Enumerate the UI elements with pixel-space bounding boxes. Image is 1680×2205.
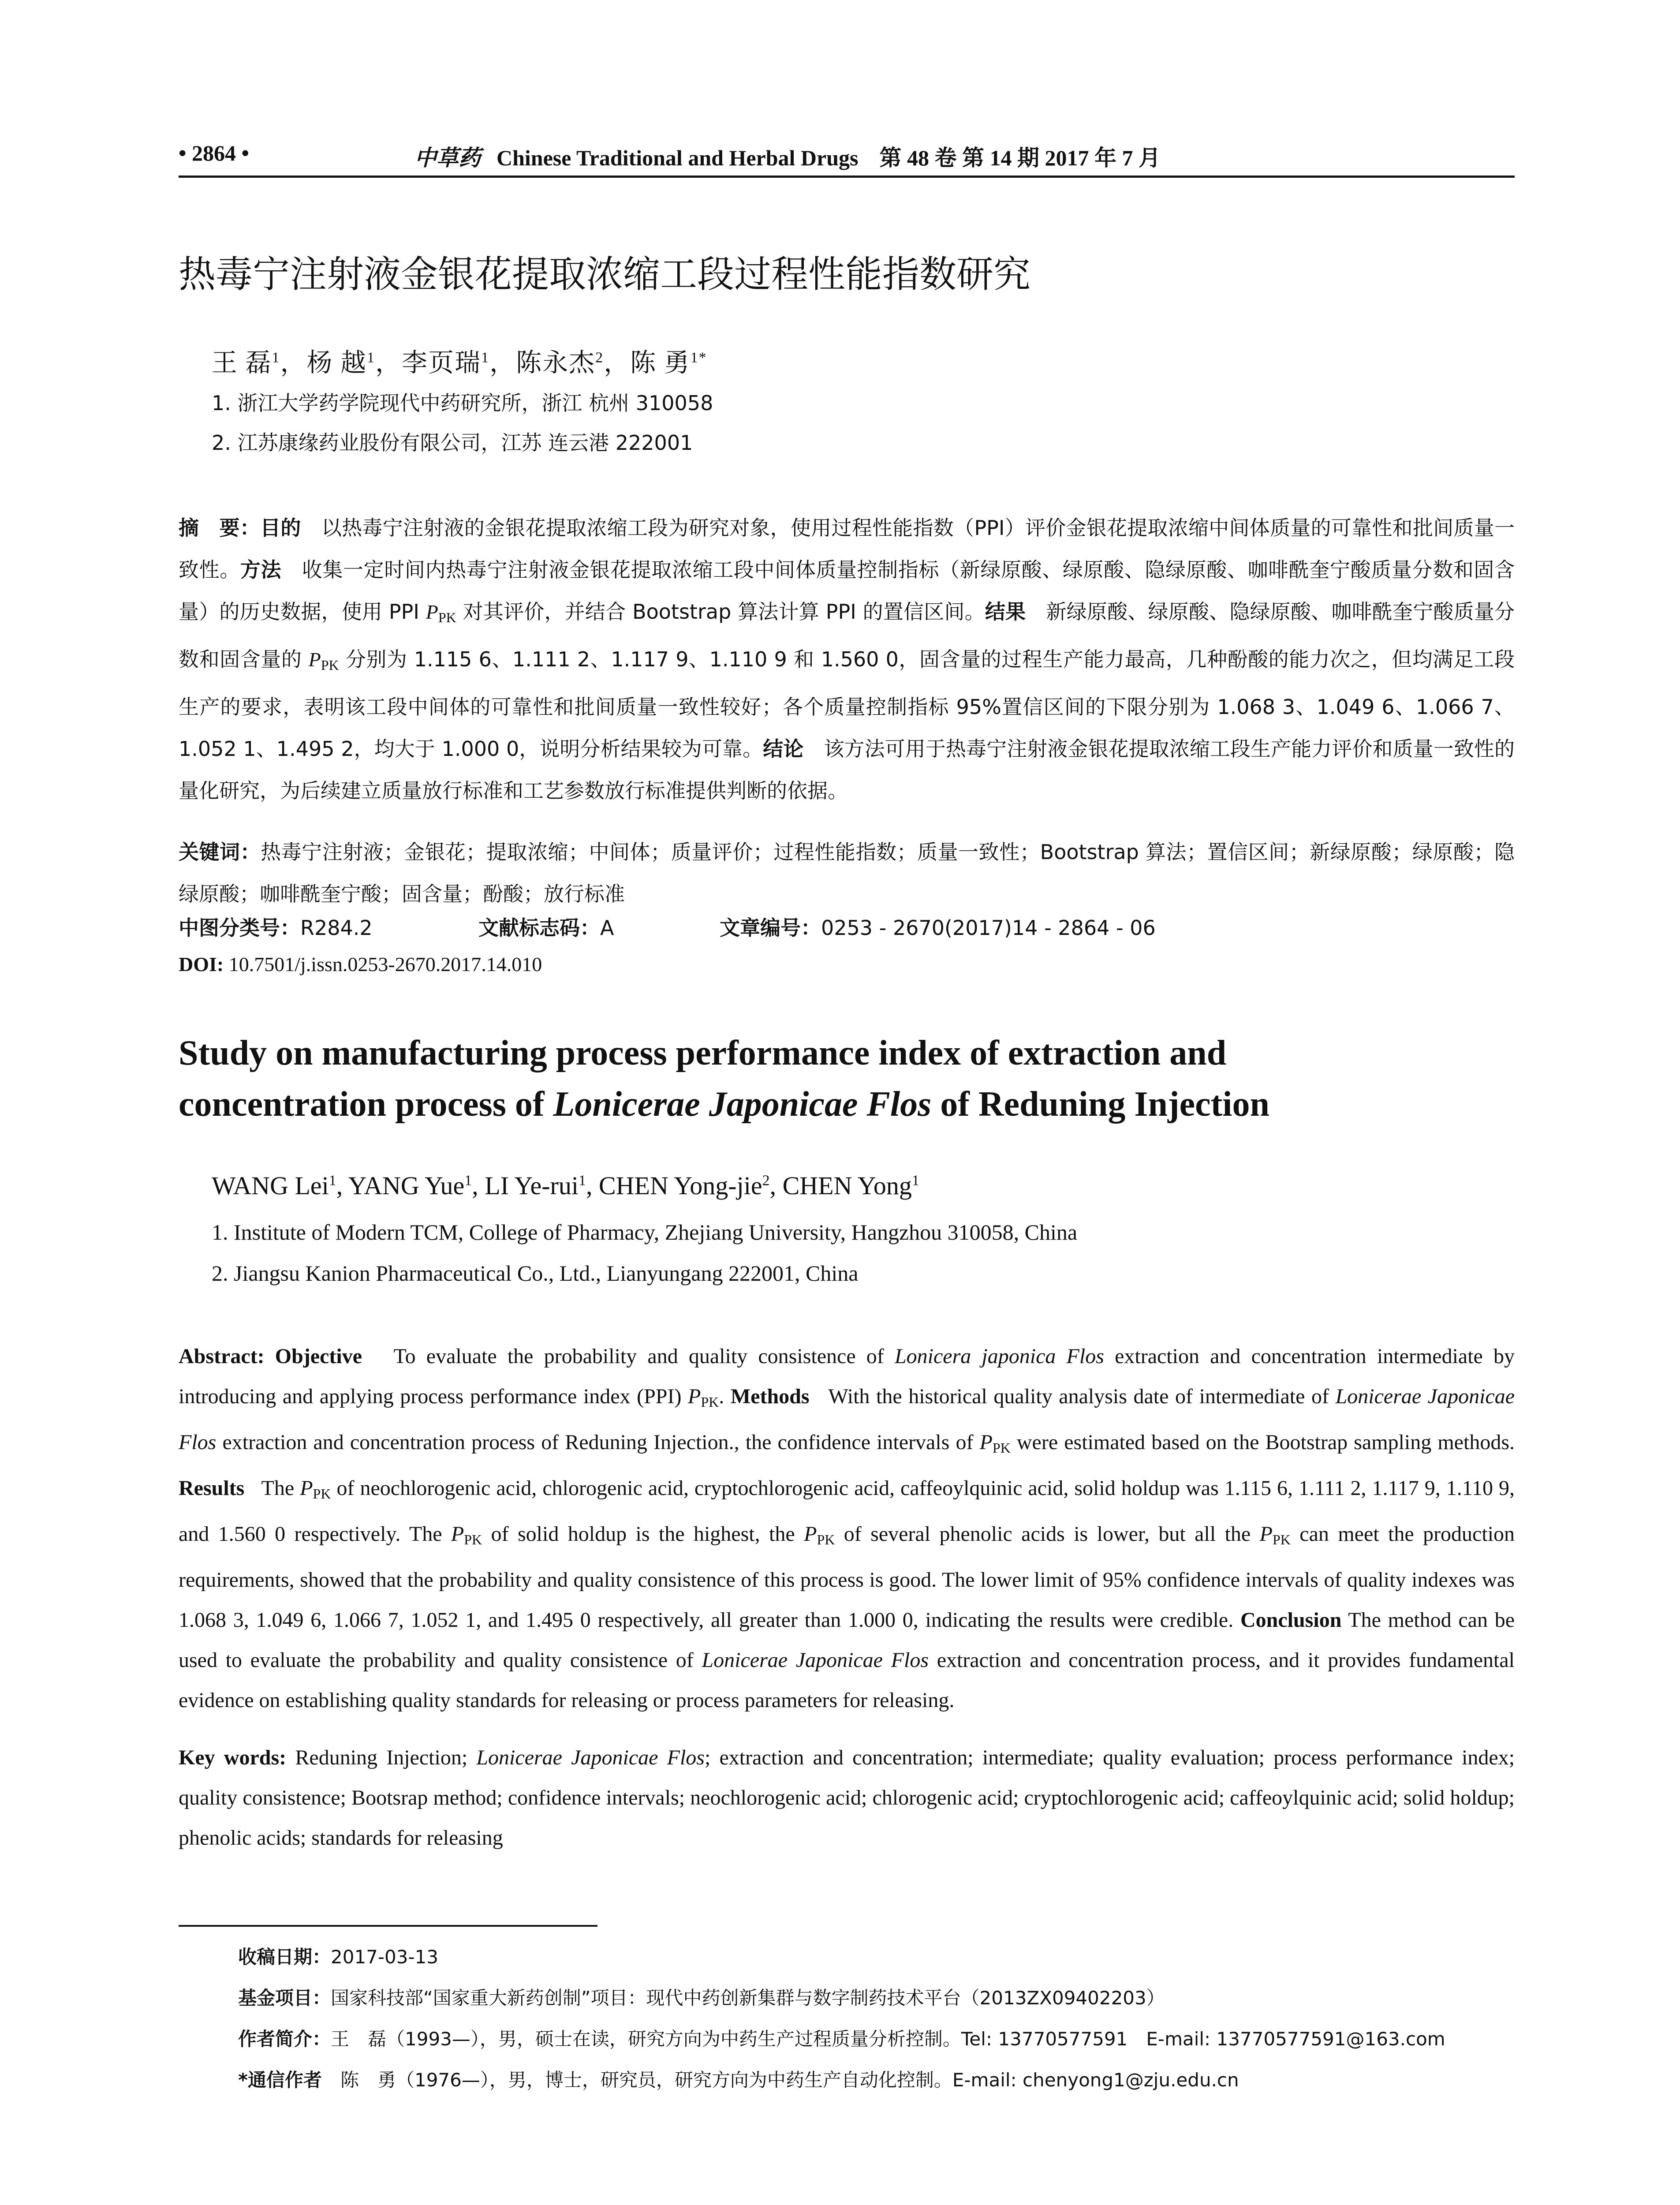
en-conclusion: The method can be used to evaluate the probability and quality consistence of (179, 1608, 1515, 1672)
en-results-cont: can meet the production requirements, showed that the probability and quality consistence of this process is good. The lower limit of 95% confidence intervals of quality indexes was 1.068 3, 1.049 6, 1.066 7, 1.052 1, and 1.495 0 respectively, all greater than 1.000 0, indicating the results were credible. (179, 1522, 1515, 1632)
en-author: CHEN Yong (782, 1171, 912, 1200)
species-name: Lonicerae Japonicae Flos (476, 1746, 705, 1769)
cn-results-label: 结果 (985, 600, 1026, 624)
en-abstract-label: Abstract: (179, 1345, 265, 1368)
en-title (179, 1028, 1269, 1130)
cn-author: 李页瑞 (402, 348, 482, 377)
species-name: Lonicera japonica Flos (894, 1345, 1104, 1368)
en-author-affil: 2 (762, 1172, 770, 1189)
ppk-symbol: P (804, 1522, 817, 1546)
author-value: 王 磊（1993—），男，硕士在读，研究方向为中药生产过程质量分析控制。Tel: 13770577591 E-mail: 13770577591@163.com (331, 2028, 1445, 2050)
en-results-cont: of several phenolic acids is lower, but all the (835, 1522, 1260, 1546)
article-number-value: 0253 - 2670(2017)14 - 2864 - 06 (821, 916, 1156, 940)
ppk-subscript: PK (1272, 1532, 1291, 1547)
en-conclusion-label: Conclusion (1240, 1608, 1342, 1632)
en-keywords (179, 1738, 1515, 1858)
en-author: LI Ye-rui (485, 1171, 579, 1200)
en-objective-cont: extraction and concentration intermediate by introducing and applying process performance index (PPI) (179, 1345, 1515, 1408)
cn-methods-label: 方法 (240, 558, 282, 582)
clc-number (179, 912, 373, 941)
author-label: 作者简介： (238, 2028, 331, 2050)
corresponding-label: *通信作者 (238, 2069, 322, 2091)
cn-abstract (179, 507, 1515, 812)
ppk-subscript: PK (321, 657, 339, 673)
en-authors: WANG Lei$^1$, YANG Yue$^1$, LI Ye-rui$^1$, CHEN Yong-jie$^2$, CHEN Yong$^1$ (212, 1171, 919, 1200)
en-methods-label: Methods (730, 1385, 810, 1408)
en-affiliation-1: 1. Institute of Modern TCM, College of Pharmacy, Zhejiang University, Hangzhou 310058, China (212, 1220, 1078, 1245)
journal-logo: 中草药 (414, 145, 481, 171)
cn-author: 陈永杰 (516, 348, 596, 377)
en-title-part: of Reduning Injection (931, 1085, 1269, 1124)
doc-code-label: 文献标志码： (478, 916, 600, 940)
ppk-symbol: P (426, 601, 438, 623)
en-conclusion-cont: extraction and concentration process, and it provides fundamental evidence on establishing quality standards for releasing or process parameters for releasing. (179, 1648, 1515, 1712)
cn-author: 陈 勇 (630, 348, 691, 377)
en-methods-cont: extraction and concentration process of Reduning Injection., the confidence intervals of (216, 1431, 980, 1454)
ppk-symbol: P (1259, 1522, 1273, 1546)
page-number: • 2864 • (179, 141, 250, 165)
cn-authors: 王 磊$^1$，杨 越$^1$，李页瑞$^1$，陈永杰$^2$，陈 勇$^{1*}$ (212, 348, 707, 377)
en-author-affil: 1 (578, 1172, 586, 1189)
species-name: Lonicerae Japonicae Flos (702, 1648, 929, 1672)
en-methods-cont: were estimated based on the Bootstrap sampling methods. (1010, 1431, 1515, 1454)
cn-author-affil: 1 (481, 349, 490, 366)
cn-abstract-label: 摘 要： (179, 516, 261, 540)
en-title-species: Lonicerae Japonicae Flos (553, 1085, 932, 1124)
clc-label: 中图分类号： (179, 916, 300, 940)
en-objective-label: Objective (275, 1345, 362, 1368)
ppk-subscript: PK (464, 1532, 482, 1547)
en-affiliation-2: 2. Jiangsu Kanion Pharmaceutical Co., Ltd., Lianyungang 222001, China (212, 1261, 859, 1286)
en-author-affil: 1 (911, 1172, 919, 1189)
en-keywords-text: Reduning Injection; (295, 1746, 477, 1769)
cn-methods: 收集一定时间内热毒宁注射液金银花提取浓缩工段中间体质量控制指标（新绿原酸、绿原酸、隐绿原酸、咖啡酰奎宁酸质量分数和固含量）的历史数据，使用 PPI (179, 558, 1515, 624)
en-methods: With the historical quality analysis date of intermediate of (828, 1385, 1336, 1408)
doi-label: DOI: (179, 953, 224, 975)
ppk-subscript: PK (313, 1486, 331, 1502)
en-results-cont: of neochlorogenic acid, chlorogenic acid, cryptochlorogenic acid, caffeoylquinic acid, solid holdup was 1.115 6, 1.111 2, 1.117 9, 1.110 9, and 1.560 0 respectively. The (179, 1476, 1515, 1546)
cn-results: 新绿原酸、绿原酸、隐绿原酸、咖啡酰奎宁酸质量分数和固含量的 (179, 600, 1515, 671)
footnote-corresponding (238, 2066, 1239, 2092)
cn-conclusion-label: 结论 (763, 737, 804, 761)
en-keywords-label: Key words: (179, 1746, 287, 1769)
footnote-rule (179, 1925, 597, 1927)
cn-author-affil: 1* (690, 349, 707, 366)
article-number (720, 912, 1156, 941)
punct: . (719, 1385, 724, 1408)
en-results-label: Results (179, 1476, 245, 1500)
doc-code (478, 912, 614, 941)
ppk-symbol: P (308, 648, 321, 671)
received-label: 收稿日期： (238, 1946, 331, 1968)
cn-author: 王 磊 (212, 348, 272, 377)
journal-name-en: Chinese Traditional and Herbal Drugs (497, 146, 859, 170)
doi-value: 10.7501/j.issn.0253-2670.2017.14.010 (228, 953, 542, 975)
journal-header (414, 140, 1161, 172)
cn-title: 热毒宁注射液金银花提取浓缩工段过程性能指数研究 (179, 253, 1031, 296)
en-results: The (261, 1476, 300, 1500)
corresponding-value: 陈 勇（1976—），男，博士，研究员，研究方向为中药生产自动化控制。E-mail: chenyong1@zju.edu.cn (321, 2069, 1239, 2091)
ppk-subscript: PK (701, 1394, 719, 1410)
en-results-cont: of solid holdup is the highest, the (482, 1522, 804, 1546)
header-rule (179, 176, 1515, 178)
en-author-affil: 1 (329, 1172, 336, 1189)
footnote-author (238, 2025, 1445, 2051)
en-author: YANG Yue (348, 1171, 465, 1200)
cn-results-cont: 分别为 1.115 6、1.111 2、1.117 9、1.110 9 和 1.560 0，固含量的过程生产能力最高，几种酚酸的能力次之，但均满足工段生产的要求，表明该工段中间体的可靠性和批间质量一致性较好；各个质量控制指标 95%置信区间的下限分别为 1.068 3、1.049 6、1.066 7、1.052 1、1.495 2，均大于 1.000 0，说明分析结果较为可靠。 (179, 647, 1515, 761)
en-author-affil: 1 (464, 1172, 472, 1189)
species-name: Lonicerae Japonicae Flos (179, 1385, 1515, 1454)
en-abstract (179, 1336, 1515, 1720)
fund-value: 国家科技部“国家重大新药创制”项目：现代中药创新集群与数字制药技术平台（2013ZX09402203） (331, 1987, 1165, 2009)
article-number-label: 文章编号： (720, 916, 821, 940)
footnote-fund (238, 1984, 1165, 2010)
cn-objective: 以热毒宁注射液的金银花提取浓缩工段为研究对象，使用过程性能指数（PPI）评价金银花提取浓缩中间体质量的可靠性和批间质量一致性。 (179, 516, 1515, 582)
cn-keywords (179, 831, 1515, 915)
cn-affiliation-1: 1. 浙江大学药学院现代中药研究所，浙江 杭州 310058 (212, 391, 713, 415)
cn-author-affil: 2 (595, 349, 604, 366)
en-keywords-text: ; extraction and concentration; intermediate; quality evaluation; process performance index; quality consistence; Bootsrap method; confidence intervals; neochlorogenic acid; chlorogenic acid; cryptochlorogenic acid; caffeoylquinic acid; solid holdup; phenolic acids; standards for releasing (179, 1746, 1515, 1850)
cn-author: 杨 越 (306, 348, 367, 377)
journal-issue: 第 48 卷 第 14 期 2017 年 7 月 (879, 146, 1161, 170)
ppk-subscript: PK (817, 1532, 835, 1547)
ppk-subscript: PK (992, 1440, 1011, 1456)
en-title-part: concentration process of (179, 1085, 553, 1124)
en-author: CHEN Yong-jie (598, 1171, 762, 1200)
cn-conclusion: 该方法可用于热毒宁注射液金银花提取浓缩工段生产能力评价和质量一致性的量化研究，为后续建立质量放行标准和工艺参数放行标准提供判断的依据。 (179, 737, 1515, 803)
cn-keywords-label: 关键词： (179, 840, 261, 864)
cn-affiliation-2: 2. 江苏康缘药业股份有限公司，江苏 连云港 222001 (212, 431, 693, 455)
cn-methods-cont: 对其评价，并结合 Bootstrap 算法计算 PPI 的置信区间。 (456, 600, 985, 624)
en-objective: To evaluate the probability and quality consistence of (393, 1345, 895, 1368)
fund-label: 基金项目： (238, 1987, 331, 2009)
doi (179, 953, 542, 976)
ppk-symbol: P (979, 1431, 993, 1454)
clc-value: R284.2 (300, 916, 373, 940)
cn-author-affil: 1 (367, 349, 376, 366)
doc-code-value: A (600, 916, 614, 940)
ppk-symbol: P (688, 1385, 701, 1408)
en-title-line-1: Study on manufacturing process performance index of extraction and (179, 1034, 1227, 1073)
cn-objective-label: 目的 (260, 516, 301, 540)
ppk-symbol: P (300, 1476, 313, 1500)
ppk-subscript: PK (438, 609, 456, 625)
ppk-symbol: P (451, 1522, 464, 1546)
en-title-line-2 (179, 1079, 1269, 1130)
cn-author-affil: 1 (272, 349, 280, 366)
cn-keywords-text: 热毒宁注射液；金银花；提取浓缩；中间体；质量评价；过程性能指数；质量一致性；Bootstrap 算法；置信区间；新绿原酸；绿原酸；隐绿原酸；咖啡酰奎宁酸；固含量；酚酸；放行标准 (179, 840, 1515, 906)
footnote-received (238, 1943, 438, 1969)
en-author: WANG Lei (212, 1171, 329, 1200)
received-value: 2017-03-13 (331, 1946, 439, 1968)
